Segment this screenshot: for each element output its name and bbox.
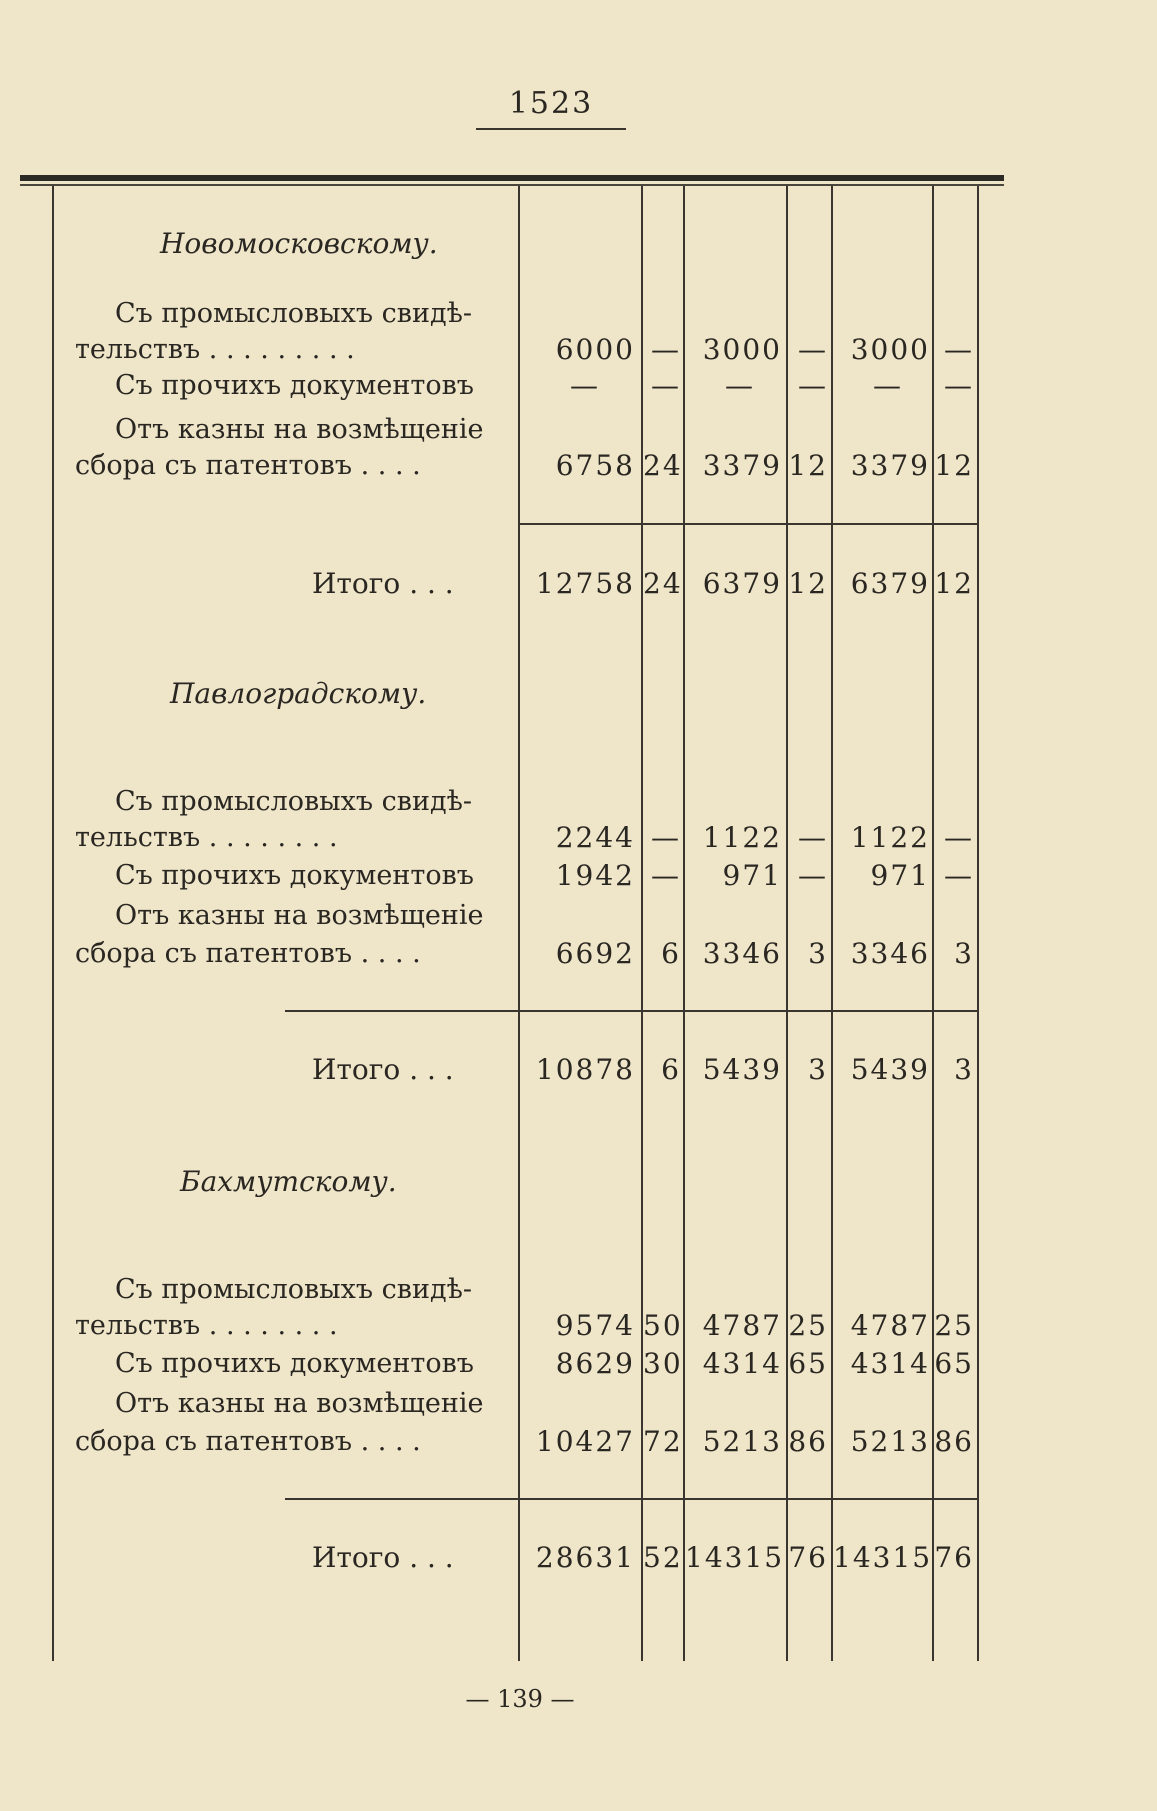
total-kopecks: 76 — [934, 1541, 974, 1574]
cell-rubles: 10427 — [535, 1425, 635, 1458]
total-rubles: 28631 — [535, 1541, 635, 1574]
cell-rubles: — — [725, 369, 755, 402]
row-label: Отъ казны на возмѣщеніе — [115, 1388, 484, 1419]
cell-kopecks: 86 — [788, 1425, 828, 1458]
cell-kopecks: 86 — [934, 1425, 974, 1458]
cell-rubles: 3379 — [850, 449, 930, 482]
cell-rubles: 9574 — [555, 1309, 635, 1342]
cell-kopecks: — — [798, 821, 828, 854]
total-kopecks: 52 — [643, 1541, 683, 1574]
total-rubles: 14315 — [833, 1541, 933, 1574]
total-rule-2 — [285, 1010, 978, 1012]
cell-kopecks: 25 — [934, 1309, 974, 1342]
cell-rubles: 6692 — [555, 937, 635, 970]
table-top-thick-rule — [20, 175, 1004, 181]
total-rubles: 6379 — [702, 567, 782, 600]
row-label: тельствъ . . . . . . . . — [75, 1310, 338, 1341]
page-number-bottom: — 139 — — [465, 1685, 575, 1713]
cell-rubles: 971 — [870, 859, 930, 892]
cell-kopecks: — — [944, 333, 974, 366]
cell-kopecks: 12 — [934, 449, 974, 482]
cell-rubles: 971 — [722, 859, 782, 892]
cell-kopecks: 3 — [808, 937, 828, 970]
cell-rubles: 8629 — [555, 1347, 635, 1380]
cell-kopecks: — — [798, 369, 828, 402]
cell-rubles: 4787 — [850, 1309, 930, 1342]
total-rubles: 14315 — [685, 1541, 785, 1574]
row-label: сбора съ патентовъ . . . . — [75, 938, 421, 969]
total-label: Итого . . . — [312, 567, 454, 600]
cell-kopecks: — — [798, 859, 828, 892]
cell-rubles: — — [873, 369, 903, 402]
cell-kopecks: 65 — [934, 1347, 974, 1380]
cell-kopecks: 30 — [643, 1347, 683, 1380]
cell-kopecks: 12 — [788, 449, 828, 482]
row-label: Съ промысловыхъ свидѣ- — [115, 1274, 472, 1305]
row-label: Отъ казны на возмѣщеніе — [115, 900, 484, 931]
total-label: Итого . . . — [312, 1053, 454, 1086]
cell-kopecks: 72 — [643, 1425, 683, 1458]
cell-rubles: 6000 — [555, 333, 635, 366]
cell-kopecks: — — [798, 333, 828, 366]
cell-rubles: 1122 — [702, 821, 782, 854]
cell-kopecks: 65 — [788, 1347, 828, 1380]
total-kopecks: 24 — [643, 567, 683, 600]
cell-rubles: 5213 — [850, 1425, 930, 1458]
row-label: Съ прочихъ документовъ — [115, 860, 474, 891]
cell-rubles: 1122 — [850, 821, 930, 854]
cell-rubles: 3346 — [850, 937, 930, 970]
row-label: Отъ казны на возмѣщеніе — [115, 414, 484, 445]
cell-rubles: 6758 — [555, 449, 635, 482]
total-rubles: 5439 — [702, 1053, 782, 1086]
row-label: Съ прочихъ документовъ — [115, 1348, 474, 1379]
row-label: сбора съ патентовъ . . . . — [75, 1426, 421, 1457]
total-kopecks: 3 — [954, 1053, 974, 1086]
total-rubles: 12758 — [535, 567, 635, 600]
row-label: сбора съ патентовъ . . . . — [75, 450, 421, 481]
cell-kopecks: — — [944, 859, 974, 892]
cell-kopecks: — — [651, 821, 681, 854]
cell-kopecks: 3 — [954, 937, 974, 970]
cell-kopecks: — — [651, 369, 681, 402]
total-kopecks: 12 — [788, 567, 828, 600]
cell-rubles: 4314 — [850, 1347, 930, 1380]
total-kopecks: 3 — [808, 1053, 828, 1086]
cell-rubles: 3000 — [850, 333, 930, 366]
cell-kopecks: — — [651, 333, 681, 366]
section-heading: Павлоградскому. — [170, 677, 427, 710]
row-label: Съ промысловыхъ свидѣ- — [115, 298, 472, 329]
row-label: тельствъ . . . . . . . . — [75, 822, 338, 853]
total-label: Итого . . . — [312, 1541, 454, 1574]
cell-rubles: — — [570, 369, 600, 402]
cell-kopecks: 6 — [661, 937, 681, 970]
section-heading: Новомосковскому. — [160, 227, 438, 260]
cell-kopecks: — — [651, 859, 681, 892]
cell-kopecks: 25 — [788, 1309, 828, 1342]
cell-rubles: 3346 — [702, 937, 782, 970]
cell-rubles: 3000 — [702, 333, 782, 366]
total-rule-3 — [285, 1498, 978, 1500]
row-label: Съ прочихъ документовъ — [115, 370, 474, 401]
total-kopecks: 76 — [788, 1541, 828, 1574]
page-number-top: 1523 — [508, 86, 594, 121]
cell-kopecks: — — [944, 369, 974, 402]
column-line-left — [52, 186, 54, 1661]
cell-rubles: 1942 — [555, 859, 635, 892]
section-heading: Бахмутскому. — [180, 1165, 397, 1198]
cell-rubles: 4787 — [702, 1309, 782, 1342]
total-rubles: 6379 — [850, 567, 930, 600]
row-label: Съ промысловыхъ свидѣ- — [115, 786, 472, 817]
total-kopecks: 12 — [934, 567, 974, 600]
cell-kopecks: — — [944, 821, 974, 854]
total-rule-1 — [518, 523, 978, 525]
cell-kopecks: 50 — [643, 1309, 683, 1342]
cell-kopecks: 24 — [643, 449, 683, 482]
total-rubles: 5439 — [850, 1053, 930, 1086]
table-top-thin-rule — [20, 184, 1004, 186]
page-number-rule — [476, 128, 626, 130]
cell-rubles: 2244 — [555, 821, 635, 854]
cell-rubles: 5213 — [702, 1425, 782, 1458]
total-kopecks: 6 — [661, 1053, 681, 1086]
cell-rubles: 3379 — [702, 449, 782, 482]
total-rubles: 10878 — [535, 1053, 635, 1086]
cell-rubles: 4314 — [702, 1347, 782, 1380]
row-label: тельствъ . . . . . . . . . — [75, 334, 355, 365]
column-line-right — [977, 186, 979, 1661]
